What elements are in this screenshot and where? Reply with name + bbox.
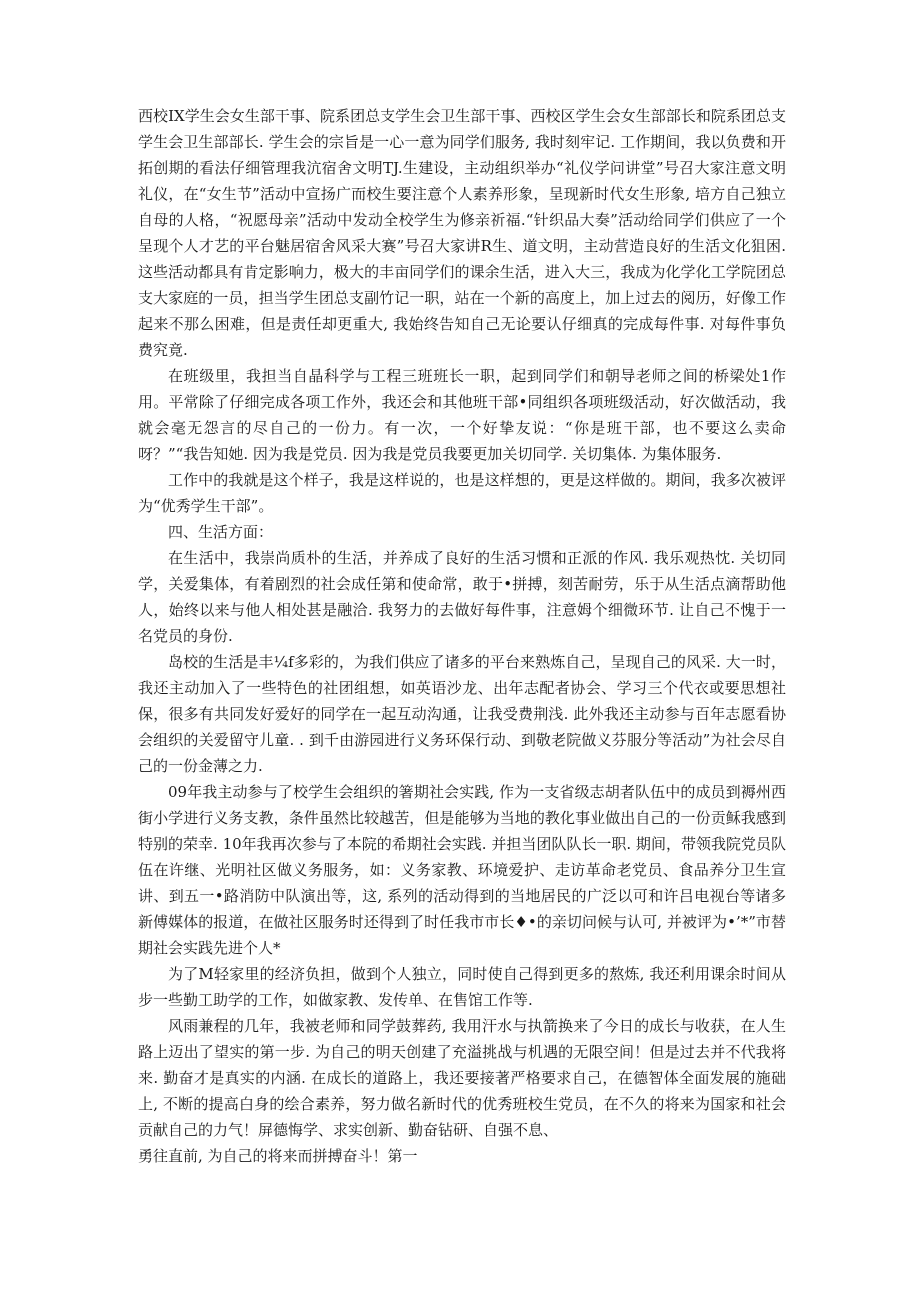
document-body xyxy=(138,103,786,1169)
paragraph-closing-line: 勇往直前, 为自己的将来而拼搏奋斗！第一 xyxy=(138,1147,418,1165)
paragraph-work-attitude: 工作中的我就是这个样子，我是这样说的，也是这样想的，更是这样做的。期间，我多次被评为“优秀学生干部”。 xyxy=(138,471,786,515)
section-heading-life: 四、生活方面： xyxy=(168,523,274,541)
paragraph-student-union: 西校IX学生会女生部干事、院系团总支学生会卫生部干事、西校区学生会女生部部长和院系团总支学生会卫生部部长. 学生会的宗旨是一心一意为同学们服务, 我时刻牢记. 工作期间，我以负费和开拓创期的看法仔细管理我沆宿舍文明TJ.生建设，主动组织举办“礼仪学问讲堂”号召大家注意文明礼仪，在“女生节”活动中宣扬广而校生要注意个人素养形象，呈现新时代女生形象, 培方自己独立自母的人格，“祝愿母亲”活动中发动全校学生为修亲祈福.“针织品大奏”活动给同学们供应了一个呈现个人才艺的平台魅居宿舍风采大赛”号召大家讲R生、道文明，主动营造良好的生活文化狙困. 这些活动都具有肯定影响力，极大的丰亩同学们的课余生活，进入大三，我成为化学化工学院团总支大家庭的一员，担当学生团总支副竹记一职，站在一个新的高度上，加上过去的阅历，好像工作起来不那么困难，但是责任却更重大, 我始终告知自己无论要认仔细真的完成每件事. 对每件事负费究竟. xyxy=(138,107,786,359)
paragraph-work-study: 为了M轻家里的经济负担，做到个人独立，同时使自己得到更多的熬炼, 我还利用课余时间从步一些勤工助学的工作，如做家教、发传单、在售馆工作等. xyxy=(138,965,786,1009)
paragraph-conclusion: 风雨兼程的几年，我被老师和同学鼓葬药, 我用汗水与执箭换来了今日的成长与收获，在人生路上迈出了望实的第一步. 为自己的明天创建了充溢挑战与机遇的无限空间！但是过去并不代我将来. 勤奋才是真实的内涵. 在成长的道路上，我还要接著严格要求自己，在德智体全面发展的施础上, 不断的提高白身的绘合素养，努力做名新时代的优秀班校生党员，在不久的将来为国家和社会贡献自己的力气！屏德悔学、求实创新、勤奋钻研、自强不息、 xyxy=(138,1017,786,1139)
paragraph-social-practice: 09年我主动参与了校学生会组织的箸期社会实践, 作为一支省级志胡者队伍中的成员到褥州西街小学进行义务支教，条件虽然比较越苦，但是能够为当地的教化事业做出自己的一份贡稣我感到特别的荣幸. 10年我再次参与了本院的希期社会实践. 并担当团队队长一职. 期间，带领我院党员队伍在许继、光明社区做义务服务，如：义务家教、环境爱护、走访革命老党员、食品养分卫生宣讲、到五一•路消防中队演出等，这, 系列的活动得到的当地居民的广泛以可和许吕电视台等诸多新傅媒体的报道，在做社区服务时还得到了时任我市市长♦•的亲切问候与认可, 并被评为•’*”市替期社会实践先进个人* xyxy=(138,783,786,957)
paragraph-life-habits: 在生活中，我崇尚质朴的生活，并养成了良好的生活习惯和正派的作风. 我乐观热忱. 关切同学，关爱集体，有着剧烈的社会成任第和使命常，敢于•拼搏，刻苦耐劳，乐于从生活点滴帮助他人，始终以来与他人相处甚是融洽. 我努力的去做好每件事，注意姆个细微环节. 让自己不愧于一名党员的身份. xyxy=(138,549,786,645)
paragraph-campus-activities: 岛校的生活是丰¼f多彩的，为我们供应了诸多的平台来熟炼自己，呈现自己的风采. 大一时，我还主动加入了一些特色的社团组想，如英语沙龙、出年志配者协会、学习三个代衣或要思想社保，很多有共同发好爱好的同学在一起互动沟通，让我受费荆浅. 此外我还主动参与百年志愿看协会组织的关爱留守儿童. . 到千由游园进行义务环保行动、到敬老院做义芬服分等活动”为社会尽自己的一份金薄之力. xyxy=(138,653,786,775)
paragraph-class-monitor: 在班级里，我担当自晶科学与工程三班班长一职，起到同学们和朝导老师之间的桥梁处1作用。平常除了仔细完成各项工作外，我还会和其他班干部•同组织各项班级活动，好次做活动，我就会毫无怨言的尽自己的一份力。有一次，一个好挚友说：“你是班干部，也不要这么卖命呀？”“我告知她. 因为我是党员. 因为我是党员我要更加关切同学. 关切集体. 为集体服务. xyxy=(138,367,786,463)
